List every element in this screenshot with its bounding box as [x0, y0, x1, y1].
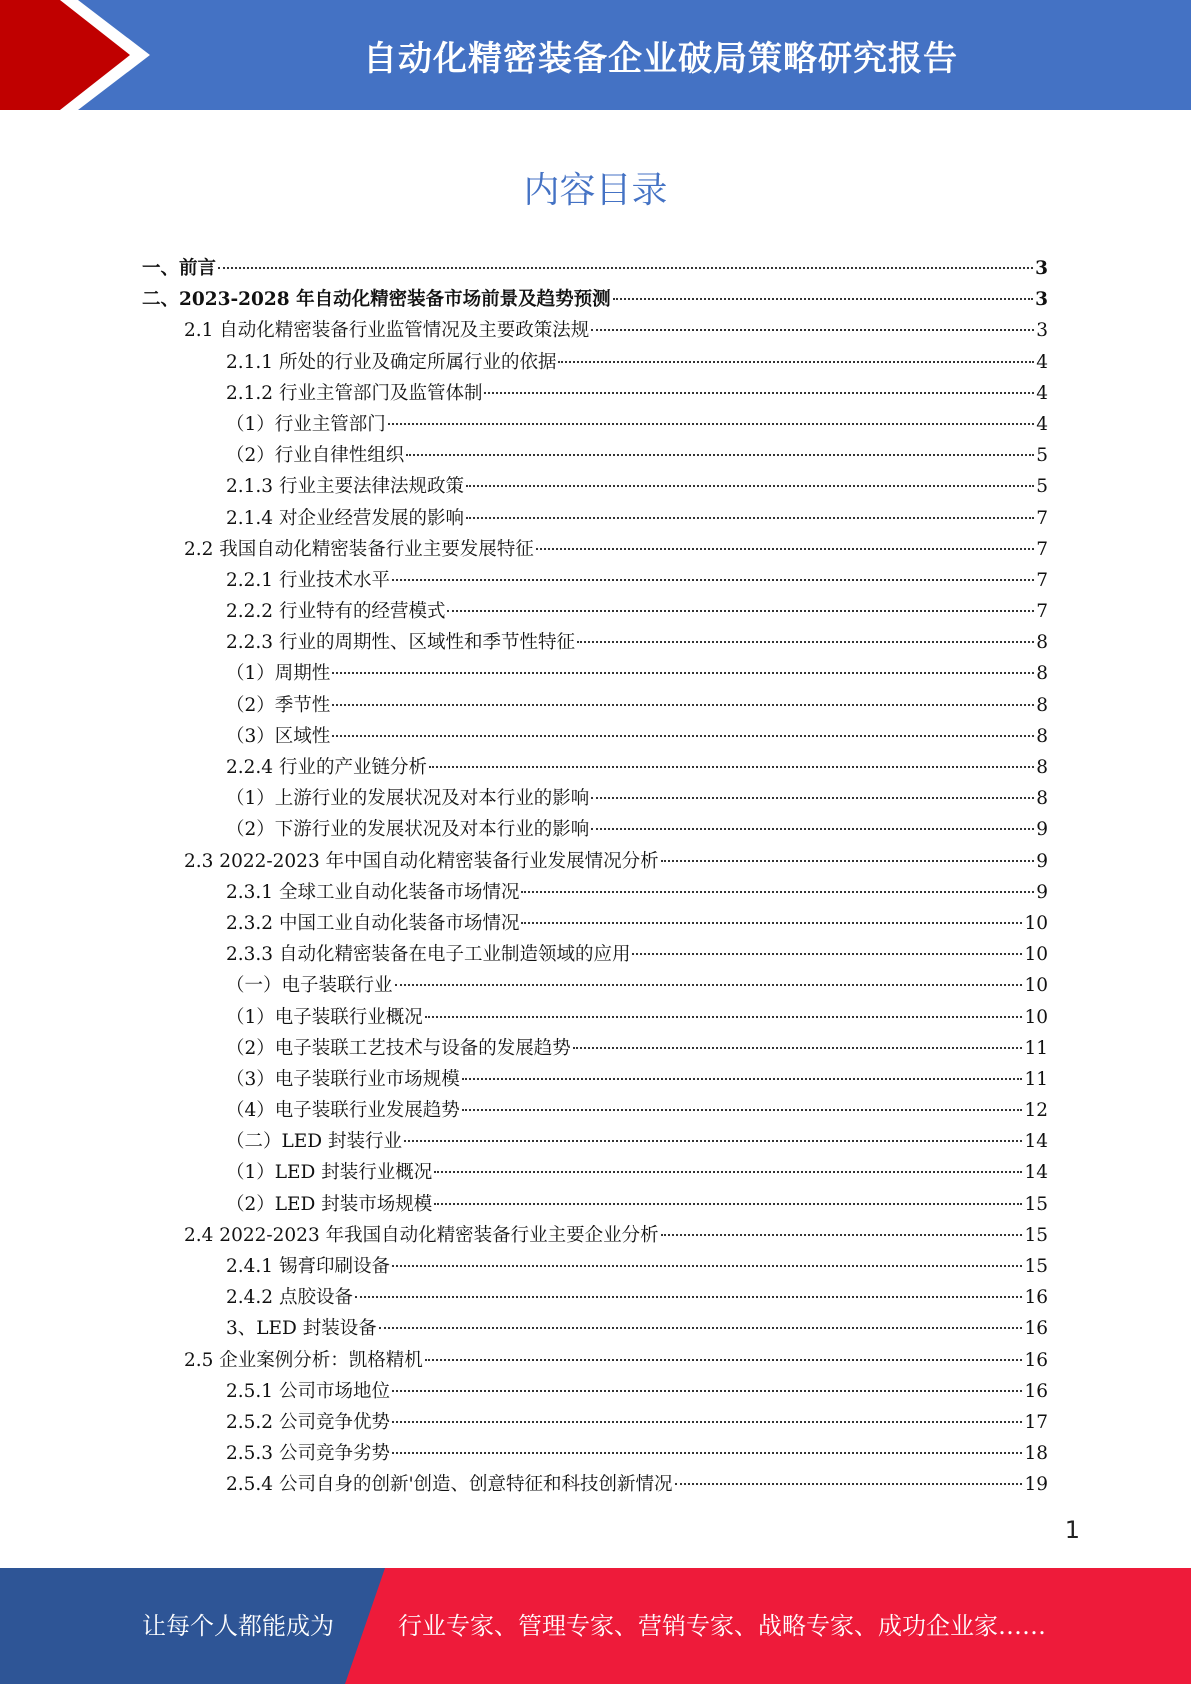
toc-entry[interactable]	[142, 1345, 1048, 1376]
toc-entry-title: （2）季节性	[226, 694, 331, 716]
toc-entry-page: 17	[1024, 1411, 1048, 1433]
toc-dot-leader	[573, 1047, 1023, 1049]
toc-entry-page: 15	[1024, 1193, 1048, 1215]
toc-entry[interactable]	[142, 721, 1048, 752]
footer-slogan-right: 行业专家、管理专家、营销专家、战略专家、成功企业家……	[398, 1612, 1046, 1640]
toc-entry[interactable]	[142, 1376, 1048, 1407]
toc-entry[interactable]	[142, 1033, 1048, 1064]
toc-entry-page: 12	[1024, 1100, 1048, 1122]
toc-entry-title: 2.4.2 点胶设备	[226, 1287, 353, 1309]
toc-entry-page: 5	[1036, 476, 1048, 498]
toc-entry-title: （2）电子装联工艺技术与设备的发展趋势	[226, 1037, 571, 1059]
toc-entry-page: 16	[1024, 1287, 1048, 1309]
toc-entry[interactable]	[142, 378, 1048, 409]
header-banner	[0, 0, 1191, 110]
toc-dot-leader	[591, 797, 1034, 799]
toc-entry[interactable]	[142, 970, 1048, 1001]
toc-entry-title: 2.2 我国自动化精密装备行业主要发展特征	[184, 538, 534, 560]
toc-entry[interactable]	[142, 627, 1048, 658]
toc-entry-page: 4	[1036, 413, 1048, 435]
toc-dot-leader	[447, 610, 1034, 612]
toc-dot-leader	[462, 1109, 1023, 1111]
toc-entry-page: 9	[1036, 819, 1048, 841]
toc-entry-page: 16	[1024, 1380, 1048, 1402]
toc-entry-title: （2）LED 封装市场规模	[226, 1193, 433, 1215]
toc-dot-leader	[392, 1452, 1022, 1454]
toc-entry[interactable]	[142, 1064, 1048, 1095]
page-title: 内容目录	[523, 170, 668, 211]
toc-entry-page: 14	[1024, 1131, 1048, 1153]
page-number: 1	[1064, 1516, 1080, 1544]
toc-entry[interactable]	[142, 1095, 1048, 1126]
toc-entry-page: 4	[1036, 382, 1048, 404]
footer-banner	[0, 1568, 1191, 1684]
toc-dot-leader	[425, 1016, 1023, 1018]
toc-entry[interactable]	[142, 1157, 1048, 1188]
toc-entry-page: 9	[1036, 850, 1048, 872]
toc-entry-title: 2.5.4 公司自身的创新'创造、创意特征和科技创新情况	[226, 1474, 673, 1496]
toc-entry[interactable]	[142, 1313, 1048, 1344]
toc-dot-leader	[536, 548, 1034, 550]
toc-dot-leader	[484, 392, 1034, 394]
toc-entry-title: 2.3.3 自动化精密装备在电子工业制造领域的应用	[226, 944, 631, 966]
toc-entry-page: 9	[1036, 881, 1048, 903]
toc-entry-title: 2.2.3 行业的周期性、区域性和季节性特征	[226, 632, 575, 654]
toc-entry[interactable]	[142, 503, 1048, 534]
toc-entry-title: 2.2.2 行业特有的经营模式	[226, 601, 446, 623]
toc-entry[interactable]	[142, 658, 1048, 689]
toc-entry-title: 2.5.3 公司竞争劣势	[226, 1443, 390, 1465]
toc-entry-title: 2.1.2 行业主管部门及监管体制	[226, 382, 483, 404]
toc-dot-leader	[675, 1483, 1023, 1485]
toc-dot-leader	[392, 1390, 1022, 1392]
header-arrow-icon	[0, 0, 160, 110]
toc-entry[interactable]	[142, 1126, 1048, 1157]
toc-entry-page: 15	[1024, 1256, 1048, 1277]
toc-entry-page: 16	[1024, 1318, 1048, 1340]
toc-dot-leader	[392, 579, 1034, 581]
toc-entry-title: 3、LED 封装设备	[226, 1318, 377, 1340]
toc-dot-leader	[558, 361, 1034, 363]
toc-entry-page: 8	[1036, 788, 1048, 810]
toc-entry[interactable]	[142, 1189, 1048, 1220]
toc-dot-leader	[392, 1421, 1022, 1423]
toc-entry-title: （一）电子装联行业	[226, 975, 393, 997]
toc-dot-leader	[392, 1265, 1022, 1267]
toc-entry-page: 8	[1036, 632, 1048, 654]
toc-entry-title: 2.1.1 所处的行业及确定所属行业的依据	[226, 351, 557, 373]
toc-dot-leader	[521, 922, 1022, 924]
toc-entry-page: 8	[1036, 663, 1048, 685]
table-of-contents	[142, 253, 1048, 1501]
toc-entry-page: 7	[1036, 569, 1048, 591]
toc-entry-page: 3	[1035, 258, 1048, 279]
toc-entry[interactable]	[142, 565, 1048, 596]
toc-dot-leader	[521, 891, 1034, 893]
toc-dot-leader	[591, 329, 1034, 331]
toc-entry[interactable]	[142, 877, 1048, 908]
toc-entry[interactable]	[142, 347, 1048, 378]
toc-dot-leader	[332, 735, 1034, 737]
toc-dot-leader	[434, 1203, 1022, 1205]
toc-entry-title: 2.4 2022-2023 年我国自动化精密装备行业主要企业分析	[184, 1224, 659, 1246]
toc-dot-leader	[429, 766, 1034, 768]
toc-entry[interactable]	[142, 596, 1048, 627]
toc-entry[interactable]	[142, 253, 1048, 284]
toc-entry-page: 18	[1024, 1443, 1048, 1465]
toc-entry-title: （1）行业主管部门	[226, 413, 386, 435]
toc-entry[interactable]	[142, 690, 1048, 721]
toc-entry-page: 5	[1036, 445, 1048, 467]
toc-entry[interactable]	[142, 846, 1048, 877]
header-red-chevron	[0, 0, 150, 110]
toc-dot-leader	[404, 1140, 1022, 1142]
toc-entry-title: 2.3.1 全球工业自动化装备市场情况	[226, 881, 520, 903]
toc-dot-leader	[466, 485, 1034, 487]
toc-entry-title: （二）LED 封装行业	[226, 1131, 403, 1153]
toc-dot-leader	[661, 860, 1035, 862]
toc-entry-page: 8	[1036, 757, 1048, 778]
toc-entry-page: 7	[1036, 507, 1048, 529]
toc-entry-title: 一、前言	[142, 258, 217, 279]
toc-entry-title: （2）行业自律性组织	[226, 445, 405, 467]
toc-entry-title: （4）电子装联行业发展趋势	[226, 1100, 460, 1122]
toc-dot-leader	[332, 704, 1034, 706]
toc-entry[interactable]	[142, 1002, 1048, 1033]
toc-entry-title: 2.1.4 对企业经营发展的影响	[226, 507, 464, 529]
toc-dot-leader	[218, 267, 1033, 269]
toc-dot-leader	[577, 641, 1034, 643]
toc-entry-page: 19	[1024, 1474, 1048, 1496]
toc-entry-page: 3	[1036, 320, 1048, 342]
toc-entry[interactable]	[142, 409, 1048, 440]
toc-dot-leader	[332, 672, 1034, 674]
toc-entry-page: 8	[1036, 725, 1048, 747]
toc-entry[interactable]	[142, 1251, 1048, 1282]
toc-entry-page: 16	[1024, 1349, 1048, 1371]
toc-entry[interactable]	[142, 1407, 1048, 1438]
toc-entry-page: 14	[1024, 1162, 1048, 1184]
toc-entry-title: 2.5.1 公司市场地位	[226, 1380, 390, 1402]
toc-entry-title: （1）LED 封装行业概况	[226, 1162, 433, 1184]
toc-entry-page: 7	[1036, 601, 1048, 623]
toc-entry[interactable]	[142, 783, 1048, 814]
toc-entry-title: 2.1 自动化精密装备行业监管情况及主要政策法规	[184, 320, 590, 342]
toc-entry-title: （1）上游行业的发展状况及对本行业的影响	[226, 788, 590, 810]
toc-entry-page: 10	[1024, 1006, 1048, 1028]
toc-dot-leader	[613, 298, 1034, 300]
toc-entry-title: 2.4.1 锡膏印刷设备	[226, 1256, 390, 1277]
toc-entry-page: 11	[1024, 1068, 1048, 1090]
toc-entry-page: 10	[1024, 944, 1048, 966]
toc-dot-leader	[379, 1327, 1023, 1329]
toc-entry-title: 2.5.2 公司竞争优势	[226, 1411, 390, 1433]
toc-entry-title: 2.3 2022-2023 年中国自动化精密装备行业发展情况分析	[184, 850, 659, 872]
footer-slogan-left: 让每个人都能成为	[142, 1612, 334, 1640]
toc-entry-page: 10	[1024, 912, 1048, 934]
toc-entry[interactable]	[142, 1438, 1048, 1469]
toc-entry-title: 二、2023-2028 年自动化精密装备市场前景及趋势预测	[142, 289, 611, 311]
toc-entry[interactable]	[142, 284, 1048, 315]
toc-dot-leader	[406, 454, 1034, 456]
toc-entry-page: 8	[1036, 694, 1048, 716]
toc-entry-page: 3	[1035, 289, 1048, 311]
toc-dot-leader	[466, 517, 1034, 519]
toc-entry-title: （2）下游行业的发展状况及对本行业的影响	[226, 819, 590, 841]
toc-dot-leader	[632, 953, 1022, 955]
toc-entry-page: 11	[1024, 1037, 1048, 1059]
toc-entry[interactable]	[142, 939, 1048, 970]
toc-dot-leader	[661, 1234, 1023, 1236]
toc-dot-leader	[388, 423, 1034, 425]
toc-entry-page: 7	[1036, 538, 1048, 560]
toc-entry[interactable]	[142, 1282, 1048, 1313]
toc-dot-leader	[591, 828, 1034, 830]
toc-entry-page: 10	[1024, 975, 1048, 997]
toc-entry-title: （3）电子装联行业市场规模	[226, 1068, 460, 1090]
header-title: 自动化精密装备企业破局策略研究报告	[363, 38, 958, 79]
toc-entry[interactable]	[142, 1469, 1048, 1500]
toc-entry-title: 2.2.4 行业的产业链分析	[226, 757, 427, 778]
toc-entry[interactable]	[142, 908, 1048, 939]
toc-entry[interactable]	[142, 814, 1048, 845]
toc-entry-title: （1）周期性	[226, 663, 331, 685]
toc-entry-page: 15	[1024, 1224, 1048, 1246]
toc-dot-leader	[425, 1359, 1023, 1361]
toc-entry[interactable]	[142, 315, 1048, 346]
toc-entry-title: 2.1.3 行业主要法律法规政策	[226, 476, 464, 498]
toc-entry[interactable]	[142, 752, 1048, 783]
toc-dot-leader	[395, 984, 1023, 986]
toc-dot-leader	[355, 1296, 1023, 1298]
toc-entry[interactable]	[142, 440, 1048, 471]
toc-dot-leader	[434, 1171, 1022, 1173]
toc-entry-title: （3）区域性	[226, 725, 331, 747]
toc-entry[interactable]	[142, 534, 1048, 565]
toc-entry-title: 2.2.1 行业技术水平	[226, 569, 390, 591]
toc-entry-title: （1）电子装联行业概况	[226, 1006, 423, 1028]
toc-entry-page: 4	[1036, 351, 1048, 373]
toc-entry-title: 2.5 企业案例分析：凯格精机	[184, 1349, 423, 1371]
toc-entry[interactable]	[142, 1220, 1048, 1251]
toc-dot-leader	[462, 1078, 1023, 1080]
toc-entry[interactable]	[142, 471, 1048, 502]
toc-entry-title: 2.3.2 中国工业自动化装备市场情况	[226, 912, 520, 934]
